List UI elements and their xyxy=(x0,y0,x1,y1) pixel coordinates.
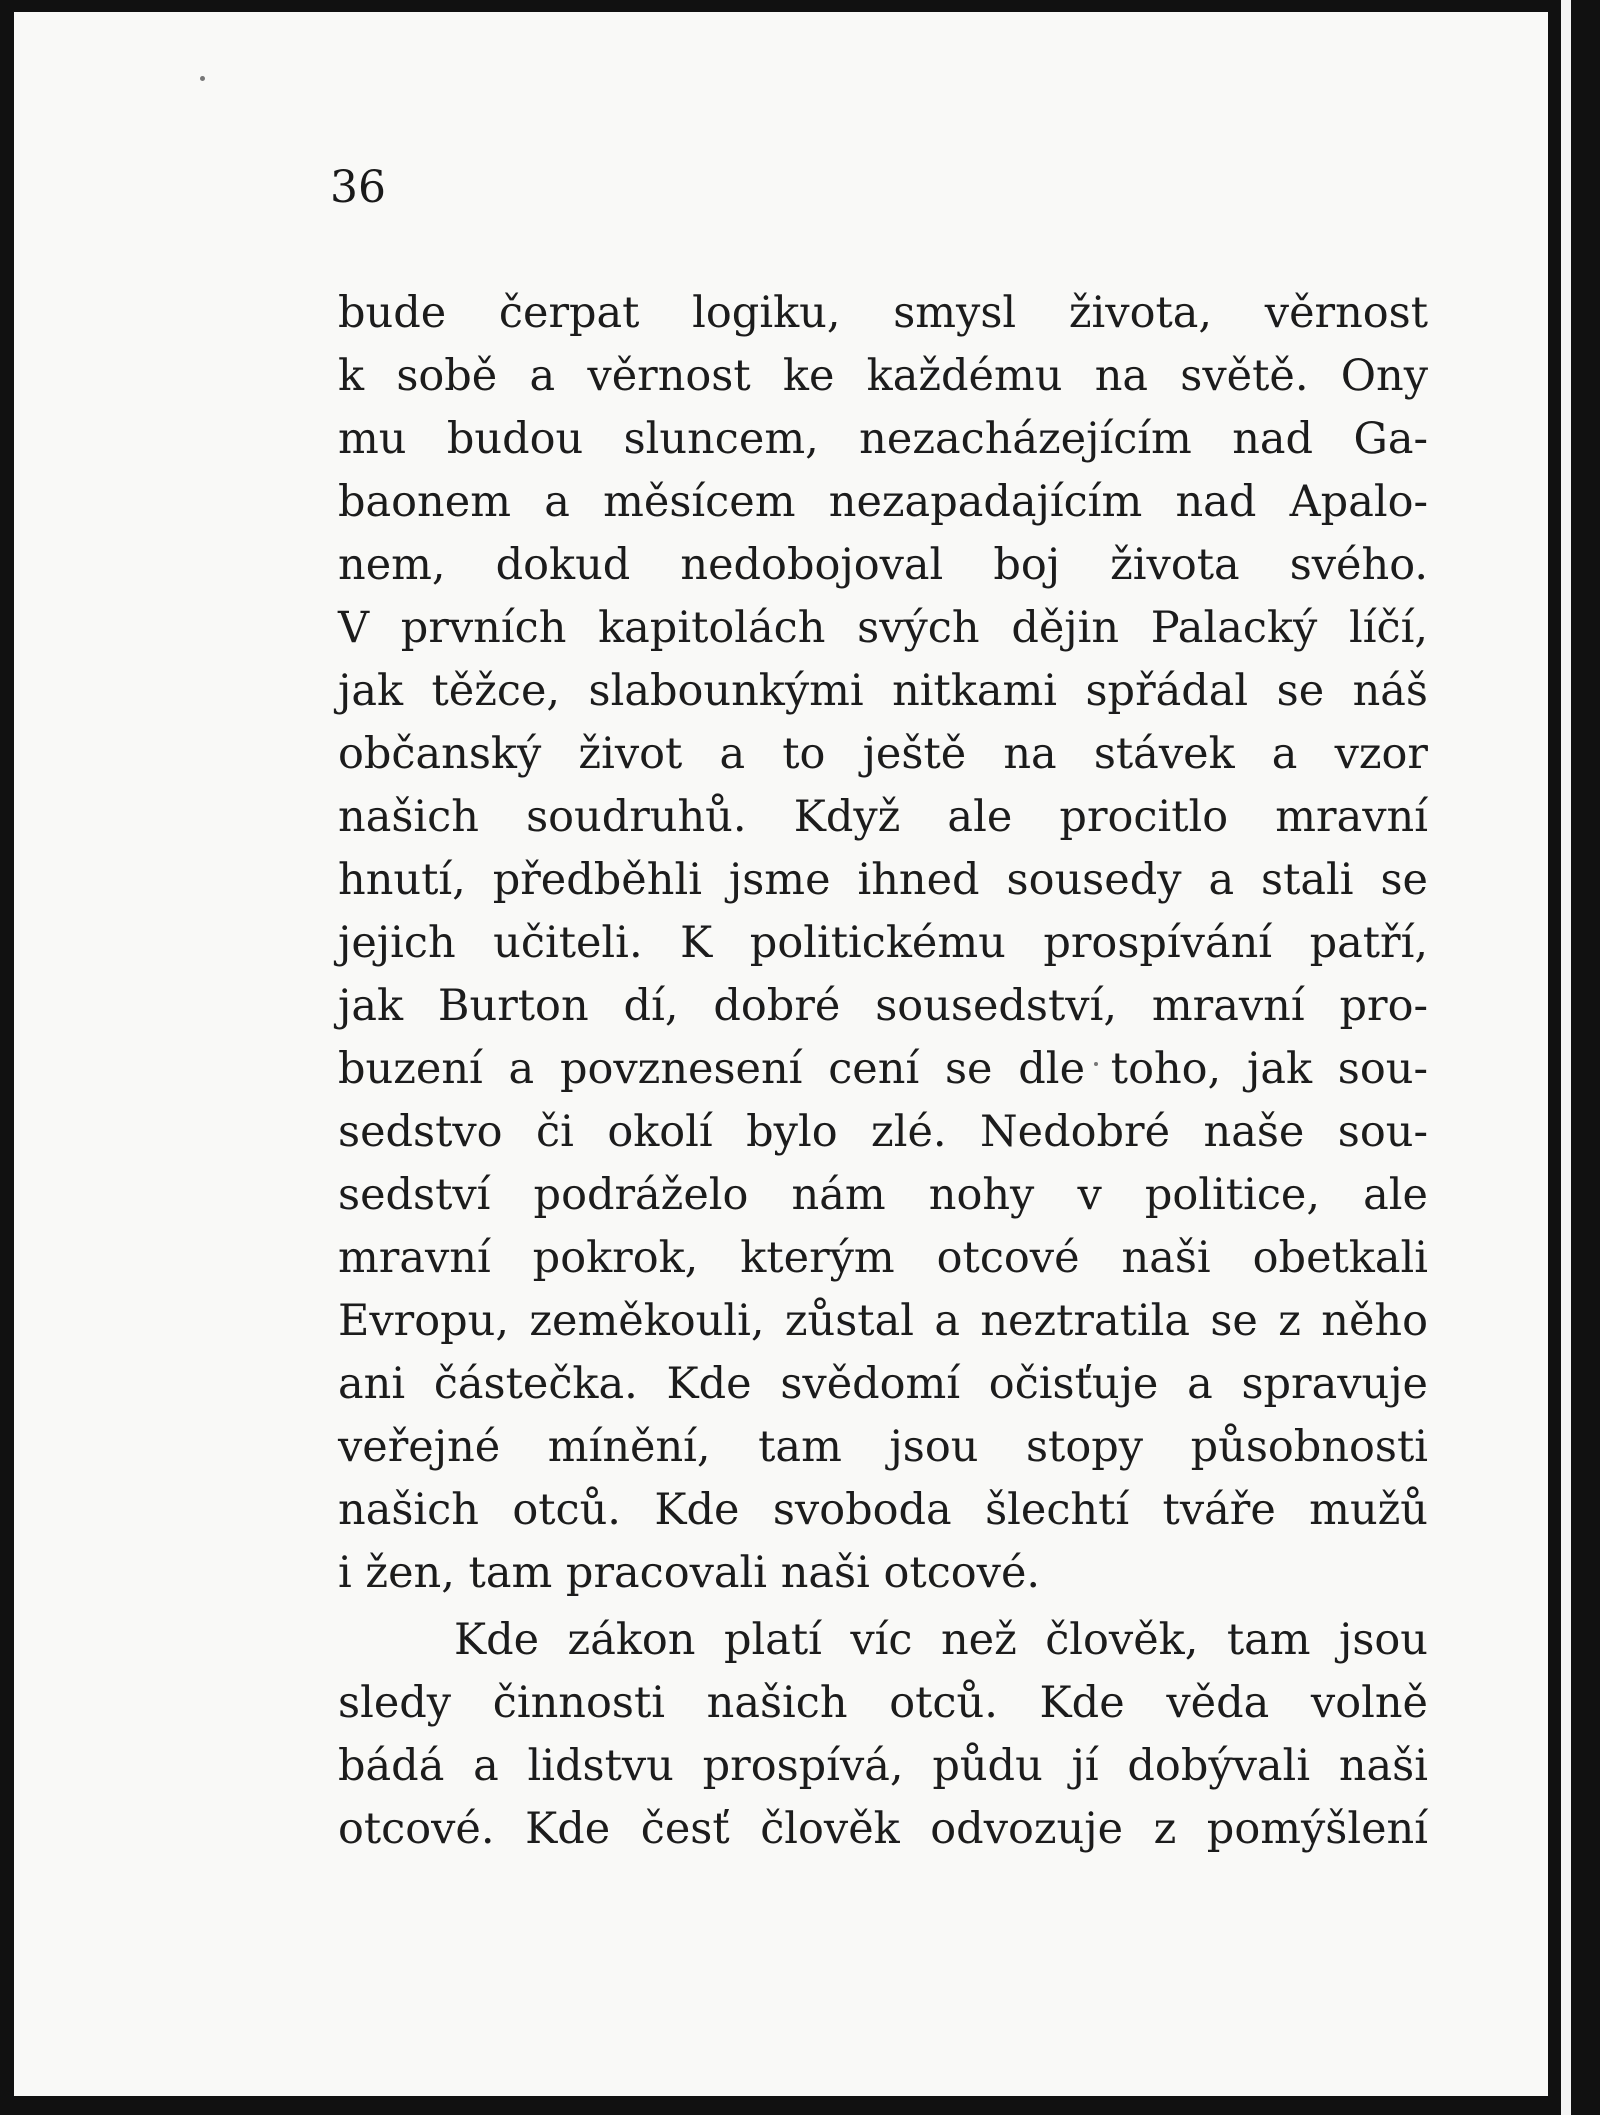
text-line: hnutí, předběhli jsme ihned sousedy a stali se xyxy=(338,855,1428,905)
scan-border-left xyxy=(0,0,14,2115)
text-line: našich otců. Kde svoboda šlechtí tváře mužů xyxy=(338,1485,1428,1535)
body-text xyxy=(338,282,1428,1861)
text-line: Kde zákon platí víc než člověk, tam jsou xyxy=(454,1615,1428,1665)
text-line: veřejné mínění, tam jsou stopy působnosti xyxy=(338,1422,1428,1472)
text-line: občanský život a to ještě na stávek a vzor xyxy=(338,729,1428,779)
book-page xyxy=(14,12,1548,2096)
text-line: jejich učiteli. K politickému prospívání patří, xyxy=(338,918,1428,968)
text-line: mravní pokrok, kterým otcové naši obetkali xyxy=(338,1233,1428,1283)
text-line: jak těžce, slabounkými nitkami spřádal se náš xyxy=(338,666,1428,716)
dust-speck xyxy=(200,76,205,81)
text-line: bude čerpat logiku, smysl života, věrnost xyxy=(338,288,1428,338)
text-line: sedstvo či okolí bylo zlé. Nedobré naše sou- xyxy=(338,1107,1428,1157)
paragraph-2 xyxy=(338,1609,1428,1861)
text-line: V prvních kapitolách svých dějin Palacký líčí, xyxy=(338,603,1428,653)
scan-border-top xyxy=(0,0,1600,12)
text-line: jak Burton dí, dobré sousedství, mravní pro- xyxy=(338,981,1428,1031)
scan-border-right xyxy=(1548,0,1600,2115)
text-line: buzení a povznesení cení se dle toho, jak sou- xyxy=(338,1044,1428,1094)
text-line: mu budou sluncem, nezacházejícím nad Ga- xyxy=(338,414,1428,464)
text-line: i žen, tam pracovali naši otcové. xyxy=(338,1548,1041,1598)
scan-border-bottom xyxy=(0,2096,1600,2115)
text-line: našich soudruhů. Když ale procitlo mravní xyxy=(338,792,1428,842)
text-line: sedství podráželo nám nohy v politice, ale xyxy=(338,1170,1428,1220)
paragraph-1 xyxy=(338,282,1428,1605)
page-number: 36 xyxy=(330,162,386,213)
text-line: bádá a lidstvu prospívá, půdu jí dobývali naši xyxy=(338,1741,1428,1791)
text-line: sledy činnosti našich otců. Kde věda volně xyxy=(338,1678,1428,1728)
scan-border-right-gap xyxy=(1561,0,1571,2115)
text-line: nem, dokud nedobojoval boj života svého. xyxy=(338,540,1428,590)
text-line: ani částečka. Kde svědomí očisťuje a spravuje xyxy=(338,1359,1428,1409)
text-line: baonem a měsícem nezapadajícím nad Apalo- xyxy=(338,477,1428,527)
text-line: Evropu, zeměkouli, zůstal a neztratila se z něho xyxy=(338,1296,1428,1346)
text-line: k sobě a věrnost ke každému na světě. Ony xyxy=(338,351,1428,401)
text-line: otcové. Kde česť člověk odvozuje z pomýšlení xyxy=(338,1804,1428,1854)
